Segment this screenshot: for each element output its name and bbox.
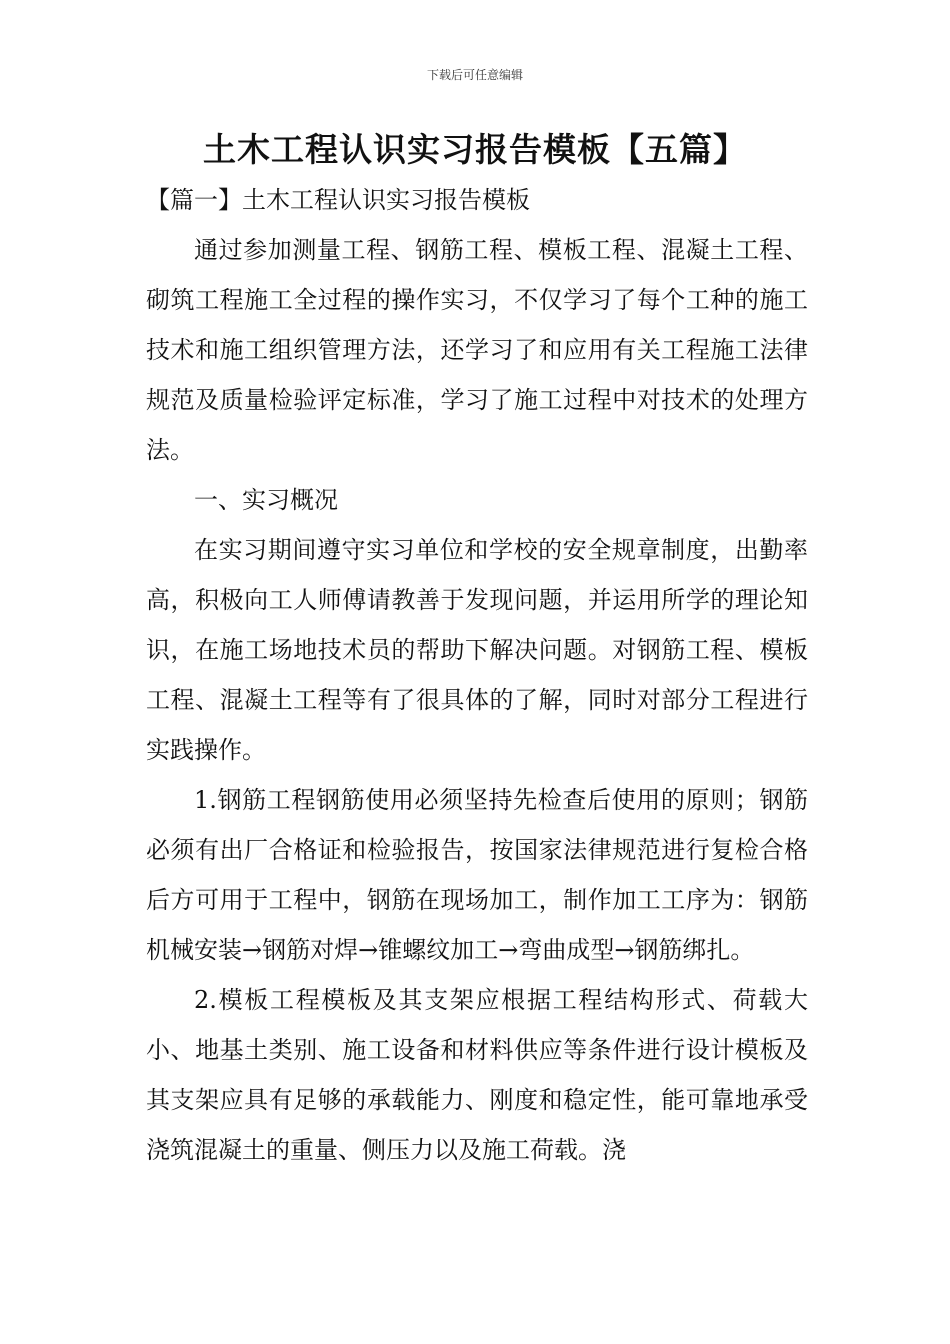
paragraph-intro: 通过参加测量工程、钢筋工程、模板工程、混凝土工程、砌筑工程施工全过程的操作实习，不仅学习了每个工种的施工技术和施工组织管理方法，还学习了和应用有关工程施工法律规范及质量检验评定标准，学习了施工过程中对技术的处理方法。 — [146, 236, 808, 464]
paragraph-rebar-work: 1.钢筋工程钢筋使用必须坚持先检查后使用的原则；钢筋必须有出厂合格证和检验报告，按国家法律规范进行复检合格后方可用于工程中，钢筋在现场加工，制作加工工序为：钢筋机械安装→钢筋对焊→锥螺纹加工→弯曲成型→钢筋绑扎。 — [146, 786, 808, 964]
body-text — [146, 225, 808, 1175]
paragraph-subheading-overview: 一、实习概况 — [194, 486, 338, 514]
document-title: 土木工程认识实习报告模板【五篇】 — [203, 130, 747, 169]
paragraph-overview: 在实习期间遵守实习单位和学校的安全规章制度，出勤率高，积极向工人师傅请教善于发现问题，并运用所学的理论知识，在施工场地技术员的帮助下解决问题。对钢筋工程、模板工程、混凝土工程等有了很具体的了解，同时对部分工程进行实践操作。 — [146, 536, 808, 764]
section-heading: 【篇一】土木工程认识实习报告模板 — [146, 186, 530, 214]
header-note: 下载后可任意编辑 — [426, 68, 523, 82]
paragraph-formwork: 2.模板工程模板及其支架应根据工程结构形式、荷载大小、地基土类别、施工设备和材料供应等条件进行设计模板及其支架应具有足够的承载能力、刚度和稳定性，能可靠地承受浇筑混凝土的重量、侧压力以及施工荷载。浇 — [146, 986, 808, 1164]
